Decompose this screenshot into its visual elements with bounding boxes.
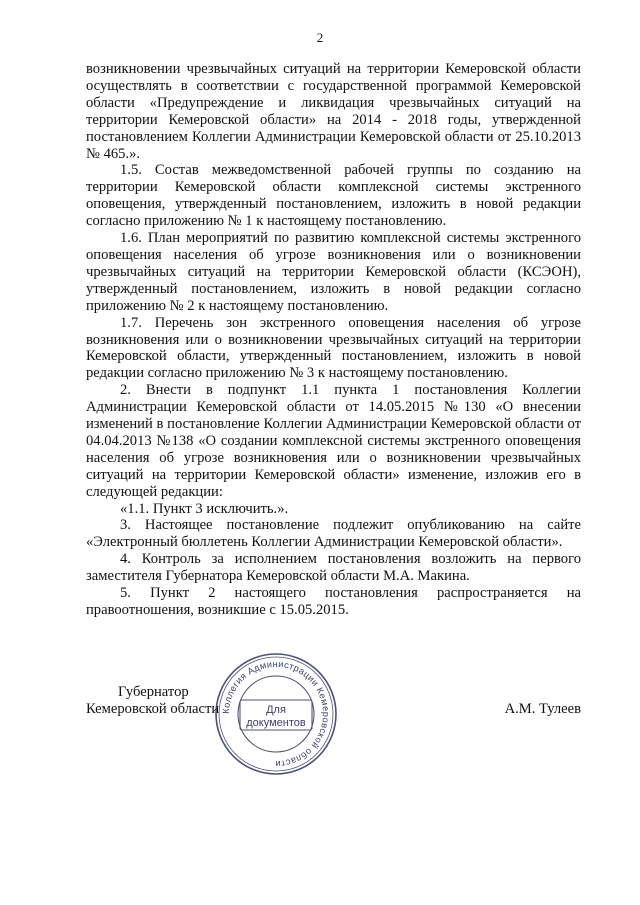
stamp-center-line1: Для	[266, 704, 286, 716]
paragraph-2-quote: «1.1. Пункт 3 исключить.».	[120, 500, 289, 517]
page-number: 2	[316, 30, 324, 45]
document-body	[86, 61, 581, 619]
paragraph-1-7: 1.7. Перечень зон экстренного оповещения населения об угрозе возникновения или о возникновении чрезвычайных ситуаций на территории Кемеровской области, утвержденный постановлением, изложить в новой редакции согласно приложению № 3 к настоящему постановлению.	[86, 314, 581, 382]
signatory-name: А.М. Тулеев	[504, 701, 581, 717]
paragraph-1-5: 1.5. Состав межведомственной рабочей группы по созданию на территории Кемеровской области комплексной системы экстренного оповещения, утвержденный постановлением, изложить в новой редакции согласно приложению № 1 к настоящему постановлению.	[86, 162, 581, 230]
stamp-ring-text: Коллегия Администрации Кемеровской области	[220, 658, 332, 770]
signatory-title-line2: Кемеровской области	[86, 701, 220, 717]
paragraph-2: 2. Внести в подпункт 1.1 пункта 1 постановления Коллегии Администрации Кемеровской области от 14.05.2015 №130 «О внесении изменений в постановление Коллегии Администрации Кемеровской области от 04.04.2013 №138 «О создании комплексной системы экстренного оповещения населения об угрозе возникновения или о возникновении чрезвычайных ситуаций на территории Кемеровской области» изменение, изложив его в следующей редакции:	[86, 382, 581, 500]
official-stamp	[212, 650, 340, 778]
signatory-title-line1: Губернатор	[118, 684, 189, 700]
paragraph-1-6: 1.6. План мероприятий по развитию комплексной системы экстренного оповещения населения об угрозе возникновения или о возникновении чрезвычайных ситуаций на территории Кемеровской области (КСЭОН), утвержденный постановлением, изложить в новой редакции согласно приложению № 2 к настоящему постановлению.	[86, 230, 581, 314]
stamp-center-line2: документов	[246, 717, 306, 729]
paragraph-4: 4. Контроль за исполнением постановления возложить на первого заместителя Губернатора Кемеровской области М.А. Макина.	[86, 551, 581, 585]
paragraph-5: 5. Пункт 2 настоящего постановления распространяется на правоотношения, возникшие с 15.05.2015.	[86, 585, 581, 618]
paragraph-continuation: возникновении чрезвычайных ситуаций на территории Кемеровской области осуществлять в соответствии с государственной программой Кемеровской области «Предупреждение и ликвидация чрезвычайных ситуаций на территории Кемеровской области» на 2014 - 2018 годы, утвержденной постановлением Коллегии Администрации Кемеровской области от 25.10.2013 № 465.».	[86, 61, 581, 162]
paragraph-3: 3. Настоящее постановление подлежит опубликованию на сайте «Электронный бюллетень Коллегии Администрации Кемеровской области».	[86, 517, 581, 551]
